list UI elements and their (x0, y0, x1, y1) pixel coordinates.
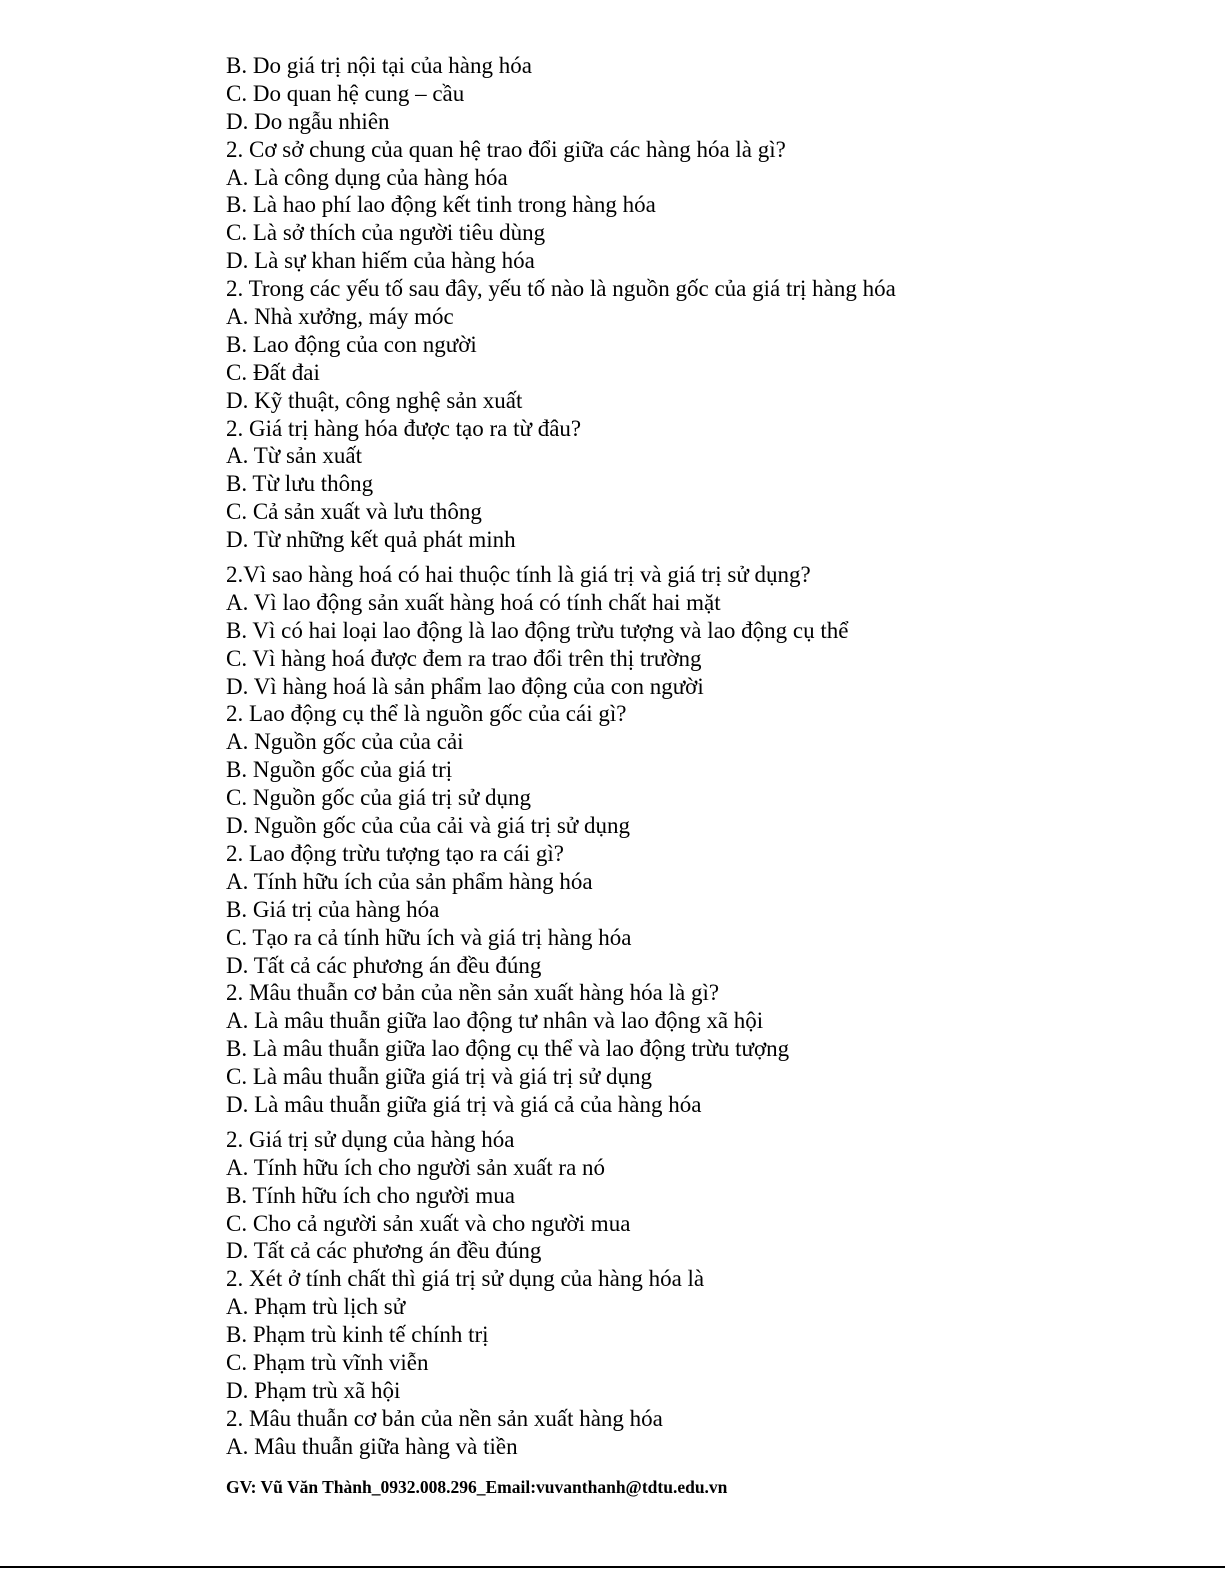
document-body (226, 52, 1186, 1461)
answer-option: B. Vì có hai loại lao động là lao động trừu tượng và lao động cụ thể (226, 617, 849, 643)
answer-option: C. Vì hàng hoá được đem ra trao đổi trên thị trường (226, 645, 702, 671)
answer-option: A. Tính hữu ích cho người sản xuất ra nó (226, 1154, 606, 1180)
answer-option: A. Từ sản xuất (226, 443, 362, 469)
answer-option: D. Là sự khan hiếm của hàng hóa (226, 248, 535, 274)
answer-option: A. Là công dụng của hàng hóa (226, 164, 508, 190)
answer-option: B. Là mâu thuẫn giữa lao động cụ thể và lao động trừu tượng (226, 1036, 790, 1062)
answer-option: D. Phạm trù xã hội (226, 1377, 401, 1403)
question-line: 2. Giá trị sử dụng của hàng hóa (226, 1126, 515, 1152)
answer-option: B. Do giá trị nội tại của hàng hóa (226, 53, 532, 78)
answer-option: A. Là mâu thuẫn giữa lao động tư nhân và lao động xã hội (226, 1008, 764, 1034)
answer-option: A. Phạm trù lịch sử (226, 1294, 406, 1320)
answer-option: B. Từ lưu thông (226, 471, 374, 497)
answer-option: C. Tạo ra cả tính hữu ích và giá trị hàng hóa (226, 924, 632, 950)
answer-option: D. Do ngẫu nhiên (226, 108, 390, 134)
answer-option: A. Mâu thuẫn giữa hàng và tiền (226, 1433, 518, 1459)
answer-option: C. Là mâu thuẫn giữa giá trị và giá trị sử dụng (226, 1064, 653, 1090)
question-line: 2. Giá trị hàng hóa được tạo ra từ đâu? (226, 415, 582, 441)
question-line: 2. Mâu thuẫn cơ bản của nền sản xuất hàng hóa là gì? (226, 980, 720, 1006)
answer-option: A. Tính hữu ích của sản phẩm hàng hóa (226, 868, 593, 894)
answer-option: B. Là hao phí lao động kết tinh trong hàng hóa (226, 192, 656, 218)
answer-option: D. Vì hàng hoá là sản phẩm lao động của con người (226, 673, 704, 699)
answer-option: A. Nguồn gốc của của cải (226, 729, 464, 755)
page-bottom-divider (0, 1566, 1225, 1568)
answer-option: C. Cho cả người sản xuất và cho người mua (226, 1210, 631, 1236)
question-line: 2. Trong các yếu tố sau đây, yếu tố nào là nguồn gốc của giá trị hàng hóa (226, 276, 896, 302)
answer-option: D. Là mâu thuẫn giữa giá trị và giá cả của hàng hóa (226, 1091, 702, 1117)
answer-option: B. Lao động của con người (226, 331, 477, 357)
answer-option: A. Vì lao động sản xuất hàng hoá có tính chất hai mặt (226, 589, 721, 615)
question-line: 2. Cơ sở chung của quan hệ trao đổi giữa các hàng hóa là gì? (226, 136, 786, 162)
answer-option: C. Phạm trù vĩnh viễn (226, 1349, 429, 1375)
answer-option: B. Tính hữu ích cho người mua (226, 1182, 516, 1208)
question-line: 2.Vì sao hàng hoá có hai thuộc tính là giá trị và giá trị sử dụng? (226, 562, 811, 588)
question-line: 2. Xét ở tính chất thì giá trị sử dụng của hàng hóa là (226, 1266, 705, 1292)
answer-option: B. Nguồn gốc của giá trị (226, 757, 453, 783)
answer-option: C. Do quan hệ cung – cầu (226, 80, 465, 106)
answer-option: C. Nguồn gốc của giá trị sử dụng (226, 785, 532, 811)
answer-option: B. Giá trị của hàng hóa (226, 896, 440, 922)
answer-option: D. Tất cả các phương án đều đúng (226, 952, 542, 978)
answer-option: D. Kỹ thuật, công nghệ sản xuất (226, 387, 523, 413)
answer-option: C. Cả sản xuất và lưu thông (226, 499, 482, 525)
answer-option: D. Nguồn gốc của của cải và giá trị sử dụng (226, 813, 630, 839)
answer-option: D. Từ những kết quả phát minh (226, 527, 516, 553)
page-footer: GV: Vũ Văn Thành_0932.008.296_Email:vuvanthanh@tdtu.edu.vn (226, 1477, 728, 1497)
question-line: 2. Mâu thuẫn cơ bản của nền sản xuất hàng hóa (226, 1405, 663, 1431)
answer-option: C. Là sở thích của người tiêu dùng (226, 220, 546, 246)
answer-option: D. Tất cả các phương án đều đúng (226, 1238, 542, 1264)
question-line: 2. Lao động cụ thể là nguồn gốc của cái gì? (226, 701, 627, 727)
answer-option: A. Nhà xưởng, máy móc (226, 304, 454, 330)
answer-option: B. Phạm trù kinh tế chính trị (226, 1322, 489, 1348)
answer-option: C. Đất đai (226, 359, 320, 385)
question-line: 2. Lao động trừu tượng tạo ra cái gì? (226, 840, 564, 866)
